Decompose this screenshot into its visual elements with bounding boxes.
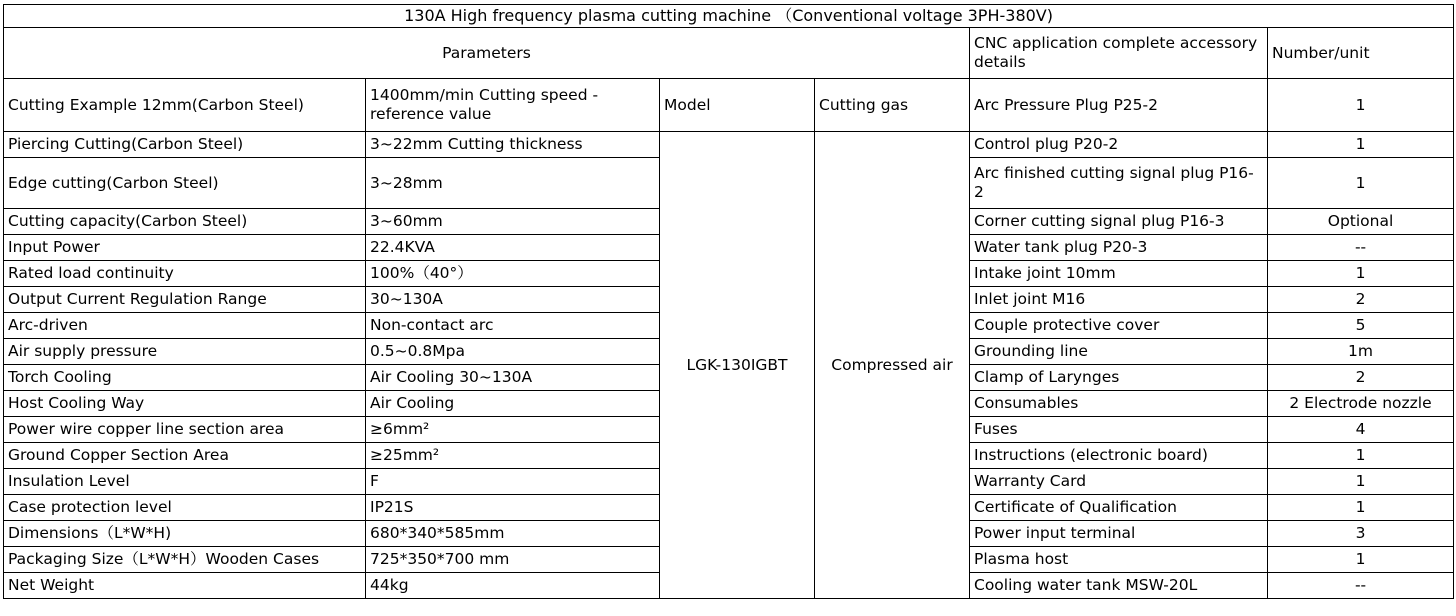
value-cell: 30~130A — [366, 287, 660, 313]
param-cell: Output Current Regulation Range — [4, 287, 366, 313]
model-label: Model — [660, 79, 815, 132]
accessory-cell: Grounding line — [970, 339, 1268, 365]
value-cell: 1400mm/min Cutting speed - reference value — [366, 79, 660, 132]
accessory-cell: Certificate of Qualification — [970, 495, 1268, 521]
value-cell: 3~28mm — [366, 158, 660, 209]
value-cell: ≥25mm² — [366, 443, 660, 469]
accessory-cell: Intake joint 10mm — [970, 261, 1268, 287]
accessory-cell: Instructions (electronic board) — [970, 443, 1268, 469]
model-value: LGK-130IGBT — [660, 132, 815, 599]
param-cell: Packaging Size（L*W*H）Wooden Cases — [4, 547, 366, 573]
number-cell: 1 — [1268, 132, 1454, 158]
param-cell: Case protection level — [4, 495, 366, 521]
value-cell: 44kg — [366, 573, 660, 599]
number-cell: 2 — [1268, 365, 1454, 391]
accessory-cell: Inlet joint M16 — [970, 287, 1268, 313]
number-cell: -- — [1268, 235, 1454, 261]
number-cell: 3 — [1268, 521, 1454, 547]
value-cell: ≥6mm² — [366, 417, 660, 443]
number-header: Number/unit — [1268, 28, 1454, 79]
number-cell: 2 Electrode nozzle — [1268, 391, 1454, 417]
value-cell: Air Cooling 30~130A — [366, 365, 660, 391]
value-cell: 100%（40°） — [366, 261, 660, 287]
value-cell: 3~60mm — [366, 209, 660, 235]
value-cell: Non-contact arc — [366, 313, 660, 339]
table-title: 130A High frequency plasma cutting machine （Conventional voltage 3PH-380V) — [4, 5, 1454, 28]
param-cell: Net Weight — [4, 573, 366, 599]
number-cell: 5 — [1268, 313, 1454, 339]
param-cell: Air supply pressure — [4, 339, 366, 365]
value-cell: 725*350*700 mm — [366, 547, 660, 573]
accessory-cell: Fuses — [970, 417, 1268, 443]
accessory-cell: Consumables — [970, 391, 1268, 417]
number-cell: 1m — [1268, 339, 1454, 365]
spec-table — [3, 4, 1454, 599]
param-cell: Input Power — [4, 235, 366, 261]
accessory-cell: Power input terminal — [970, 521, 1268, 547]
param-cell: Piercing Cutting(Carbon Steel) — [4, 132, 366, 158]
param-cell: Insulation Level — [4, 469, 366, 495]
accessory-cell: Plasma host — [970, 547, 1268, 573]
param-cell: Host Cooling Way — [4, 391, 366, 417]
cutting-gas-label: Cutting gas — [815, 79, 970, 132]
number-cell: -- — [1268, 573, 1454, 599]
value-cell: F — [366, 469, 660, 495]
accessory-cell: Cooling water tank MSW-20L — [970, 573, 1268, 599]
number-cell: 1 — [1268, 261, 1454, 287]
value-cell: 0.5~0.8Mpa — [366, 339, 660, 365]
param-cell: Power wire copper line section area — [4, 417, 366, 443]
accessory-cell: Arc Pressure Plug P25-2 — [970, 79, 1268, 132]
number-cell: 1 — [1268, 469, 1454, 495]
param-cell: Rated load continuity — [4, 261, 366, 287]
param-cell: Edge cutting(Carbon Steel) — [4, 158, 366, 209]
parameters-header: Parameters — [4, 28, 970, 79]
accessory-cell: Water tank plug P20-3 — [970, 235, 1268, 261]
number-cell: 4 — [1268, 417, 1454, 443]
param-cell: Dimensions（L*W*H) — [4, 521, 366, 547]
accessory-cell: Couple protective cover — [970, 313, 1268, 339]
number-cell: 1 — [1268, 79, 1454, 132]
param-cell: Torch Cooling — [4, 365, 366, 391]
accessory-cell: Warranty Card — [970, 469, 1268, 495]
param-cell: Cutting Example 12mm(Carbon Steel) — [4, 79, 366, 132]
value-cell: 22.4KVA — [366, 235, 660, 261]
table-row — [4, 132, 1454, 158]
value-cell: 680*340*585mm — [366, 521, 660, 547]
param-cell: Arc-driven — [4, 313, 366, 339]
accessory-cell: Corner cutting signal plug P16-3 — [970, 209, 1268, 235]
number-cell: 1 — [1268, 158, 1454, 209]
number-cell: 1 — [1268, 495, 1454, 521]
number-cell: 1 — [1268, 443, 1454, 469]
accessory-cell: Control plug P20-2 — [970, 132, 1268, 158]
number-cell: 2 — [1268, 287, 1454, 313]
accessory-cell: Clamp of Larynges — [970, 365, 1268, 391]
value-cell: IP21S — [366, 495, 660, 521]
param-cell: Ground Copper Section Area — [4, 443, 366, 469]
number-cell: 1 — [1268, 547, 1454, 573]
accessory-header: CNC application complete accessory details — [970, 28, 1268, 79]
value-cell: 3~22mm Cutting thickness — [366, 132, 660, 158]
accessory-cell: Arc finished cutting signal plug P16-2 — [970, 158, 1268, 209]
value-cell: Air Cooling — [366, 391, 660, 417]
param-cell: Cutting capacity(Carbon Steel) — [4, 209, 366, 235]
number-cell: Optional — [1268, 209, 1454, 235]
cutting-gas-value: Compressed air — [815, 132, 970, 599]
